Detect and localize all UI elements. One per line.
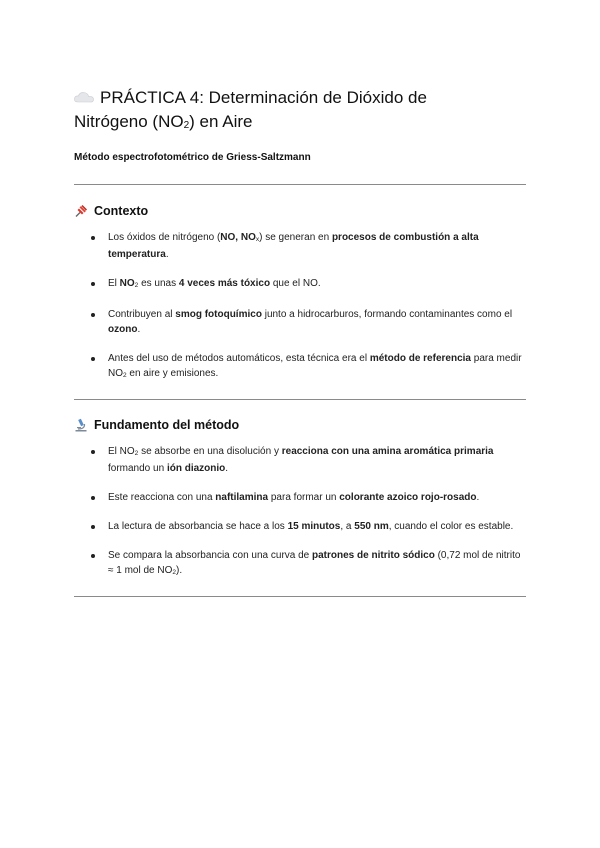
list-item: Antes del uso de métodos automáticos, esta técnica era el método de referencia para medir $NO_2$ en aire y emisiones. (74, 351, 526, 383)
section-heading-text: Fundamento del método (94, 418, 240, 432)
divider (74, 596, 526, 597)
list-item: Se compara la absorbancia con una curva de patrones de nitrito sódico (0,72 mol de nitrito ≈ 1 mol de $NO_2$). (74, 548, 526, 580)
bullet-list-contexto (74, 230, 526, 383)
list-item: La lectura de absorbancia se hace a los 15 minutos, a 550 nm, cuando el color es estable. (74, 519, 526, 534)
list-item: Contribuyen al smog fotoquímico junto a hidrocarburos, formando contaminantes como el ozono. (74, 307, 526, 337)
section-heading-text: Contexto (94, 204, 149, 218)
cloud-icon (74, 90, 94, 104)
title-line2-pre: Nitrógeno (NO (74, 112, 184, 131)
section-heading-contexto (74, 204, 526, 218)
list-item: El $NO_2$ se absorbe en una disolución y reacciona con una amina aromática primaria formando un ión diazonio. (74, 444, 526, 476)
title-line1: PRÁCTICA 4: Determinación de Dióxido de (100, 88, 427, 107)
bullet-list-fundamento (74, 444, 526, 580)
page-title (74, 86, 526, 138)
title-line2-post: ) en Aire (189, 112, 253, 131)
pushpin-icon (74, 204, 88, 218)
subtitle: Método espectrofotométrico de Griess-Saltzmann (74, 152, 311, 163)
list-item: El $NO_2$ es unas 4 veces más tóxico que el NO. (74, 276, 526, 293)
list-item: Este reacciona con una naftilamina para formar un colorante azoico rojo-rosado. (74, 490, 526, 505)
document-page (74, 86, 526, 597)
divider (74, 399, 526, 400)
microscope-icon (74, 418, 88, 432)
list-item: Los óxidos de nitrógeno (NO, $NO_x$) se generan en procesos de combustión a alta temperatura. (74, 230, 526, 262)
section-heading-fundamento (74, 418, 526, 432)
divider (74, 184, 526, 185)
title-subscript: 2 (183, 120, 190, 131)
